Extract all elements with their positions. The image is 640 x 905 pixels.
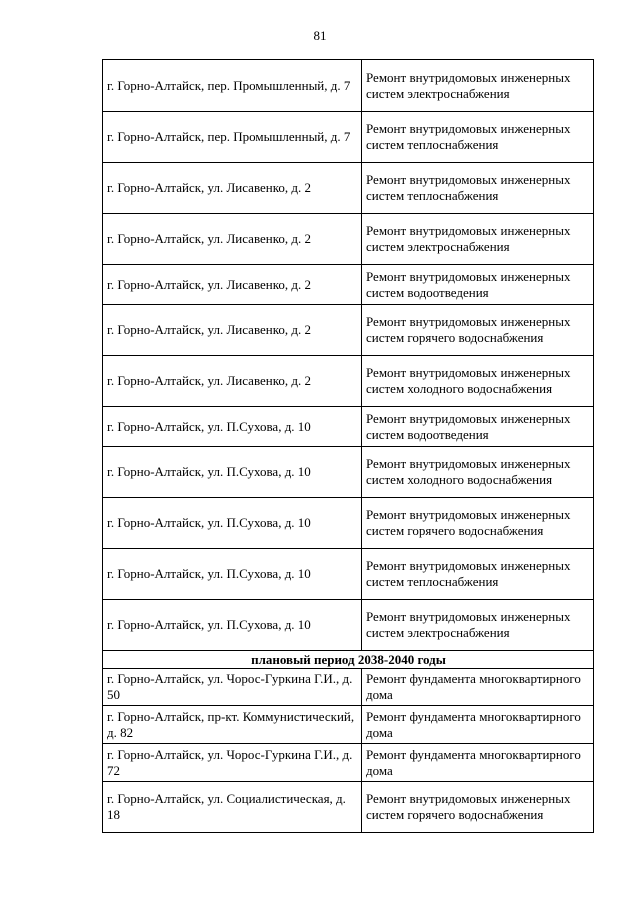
work-cell: Ремонт внутридомовых инженерных систем горячего водоснабжения <box>362 305 594 356</box>
table-row <box>103 163 594 214</box>
works-table <box>102 59 594 833</box>
table-row <box>103 706 594 744</box>
address-cell: г. Горно-Алтайск, ул. Чорос-Гуркина Г.И., д. 72 <box>103 744 362 782</box>
work-cell: Ремонт внутридомовых инженерных систем горячего водоснабжения <box>362 498 594 549</box>
work-cell: Ремонт внутридомовых инженерных систем теплоснабжения <box>362 549 594 600</box>
section-header-row <box>103 651 594 669</box>
address-cell: г. Горно-Алтайск, ул. П.Сухова, д. 10 <box>103 447 362 498</box>
work-cell: Ремонт внутридомовых инженерных систем электроснабжения <box>362 214 594 265</box>
address-cell: г. Горно-Алтайск, пр-кт. Коммунистический, д. 82 <box>103 706 362 744</box>
table-row <box>103 214 594 265</box>
works-table-body <box>103 60 594 833</box>
address-cell: г. Горно-Алтайск, ул. Лисавенко, д. 2 <box>103 214 362 265</box>
work-cell: Ремонт внутридомовых инженерных систем холодного водоснабжения <box>362 447 594 498</box>
address-cell: г. Горно-Алтайск, ул. П.Сухова, д. 10 <box>103 498 362 549</box>
address-cell: г. Горно-Алтайск, ул. П.Сухова, д. 10 <box>103 407 362 447</box>
table-row <box>103 305 594 356</box>
work-cell: Ремонт фундамента многоквартирного дома <box>362 744 594 782</box>
work-cell: Ремонт внутридомовых инженерных систем электроснабжения <box>362 60 594 112</box>
page-number: 81 <box>313 28 327 43</box>
address-cell: г. Горно-Алтайск, ул. Лисавенко, д. 2 <box>103 265 362 305</box>
table-row <box>103 549 594 600</box>
table-row <box>103 407 594 447</box>
work-cell: Ремонт внутридомовых инженерных систем водоотведения <box>362 407 594 447</box>
address-cell: г. Горно-Алтайск, ул. Социалистическая, д. 18 <box>103 782 362 833</box>
address-cell: г. Горно-Алтайск, ул. Чорос-Гуркина Г.И., д. 50 <box>103 669 362 706</box>
work-cell: Ремонт внутридомовых инженерных систем горячего водоснабжения <box>362 782 594 833</box>
section-header: плановый период 2038-2040 годы <box>103 651 594 669</box>
work-cell: Ремонт фундамента многоквартирного дома <box>362 669 594 706</box>
work-cell: Ремонт внутридомовых инженерных систем теплоснабжения <box>362 112 594 163</box>
table-row <box>103 447 594 498</box>
work-cell: Ремонт внутридомовых инженерных систем теплоснабжения <box>362 163 594 214</box>
table-row <box>103 498 594 549</box>
table-row <box>103 356 594 407</box>
table-row <box>103 782 594 833</box>
table-row <box>103 600 594 651</box>
table-row <box>103 265 594 305</box>
work-cell: Ремонт внутридомовых инженерных систем водоотведения <box>362 265 594 305</box>
work-cell: Ремонт внутридомовых инженерных систем электроснабжения <box>362 600 594 651</box>
address-cell: г. Горно-Алтайск, ул. Лисавенко, д. 2 <box>103 163 362 214</box>
table-row <box>103 60 594 112</box>
work-cell: Ремонт внутридомовых инженерных систем холодного водоснабжения <box>362 356 594 407</box>
address-cell: г. Горно-Алтайск, пер. Промышленный, д. 7 <box>103 112 362 163</box>
work-cell: Ремонт фундамента многоквартирного дома <box>362 706 594 744</box>
table-row <box>103 669 594 706</box>
table-row <box>103 112 594 163</box>
address-cell: г. Горно-Алтайск, ул. Лисавенко, д. 2 <box>103 305 362 356</box>
address-cell: г. Горно-Алтайск, пер. Промышленный, д. 7 <box>103 60 362 112</box>
table-row <box>103 744 594 782</box>
address-cell: г. Горно-Алтайск, ул. П.Сухова, д. 10 <box>103 549 362 600</box>
address-cell: г. Горно-Алтайск, ул. Лисавенко, д. 2 <box>103 356 362 407</box>
address-cell: г. Горно-Алтайск, ул. П.Сухова, д. 10 <box>103 600 362 651</box>
